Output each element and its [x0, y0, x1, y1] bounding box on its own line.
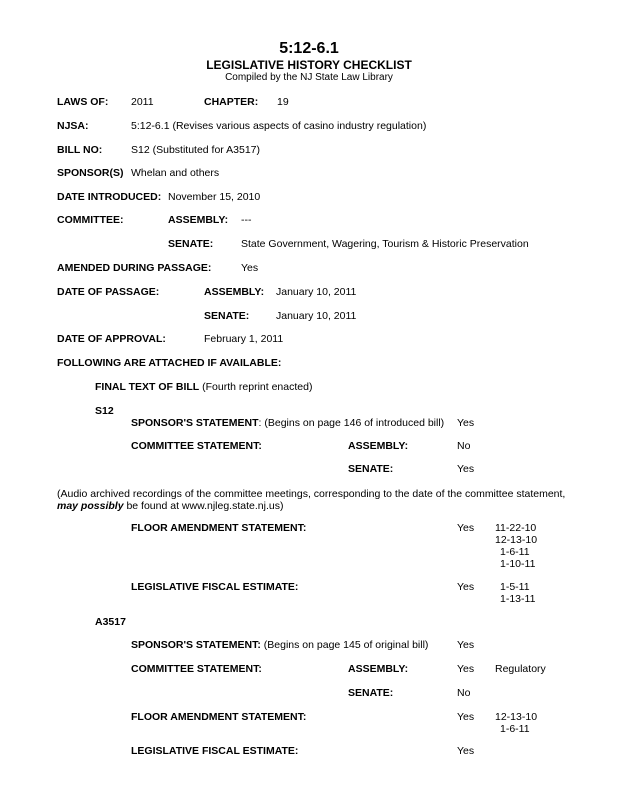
s12-sponsor-statement-row: [131, 417, 444, 429]
committee-assembly-label: ASSEMBLY:: [168, 214, 229, 226]
final-text-label: FINAL TEXT OF BILL: [95, 381, 200, 393]
committee-assembly-value: ---: [241, 214, 252, 226]
amended-value: Yes: [241, 262, 259, 274]
laws-of-label: LAWS OF:: [57, 96, 109, 108]
s12-committee-senate-value: Yes: [457, 463, 475, 475]
committee-label: COMMITTEE:: [57, 214, 124, 226]
final-text-row: [95, 381, 312, 393]
a3517-floor-amendment-label: FLOOR AMENDMENT STATEMENT:: [131, 711, 307, 723]
document-code: 5:12-6.1: [279, 40, 339, 57]
s12-sponsor-statement-value: Yes: [457, 417, 475, 429]
a3517-floor-date: 1-6-11: [500, 723, 530, 735]
a3517-committee-assembly-name: Regulatory: [495, 663, 546, 675]
committee-senate-label: SENATE:: [168, 238, 214, 250]
s12-sponsor-statement-note: : (Begins on page 146 of introduced bill): [258, 417, 445, 429]
a3517-sponsor-statement-label: SPONSOR'S STATEMENT:: [131, 639, 261, 651]
s12-committee-assembly-label: ASSEMBLY:: [348, 440, 409, 452]
s12-fiscal-estimate-label: LEGISLATIVE FISCAL ESTIMATE:: [131, 581, 299, 593]
compiled-by: Compiled by the NJ State Law Library: [225, 72, 393, 83]
a3517-sponsor-statement-value: Yes: [457, 639, 475, 651]
s12-floor-amendment-label: FLOOR AMENDMENT STATEMENT:: [131, 522, 307, 534]
s12-floor-date: 1-6-11: [500, 546, 530, 558]
attached-heading: FOLLOWING ARE ATTACHED IF AVAILABLE:: [57, 357, 282, 369]
document-title: LEGISLATIVE HISTORY CHECKLIST: [206, 58, 412, 72]
s12-sponsor-statement-label: SPONSOR'S STATEMENT: [131, 417, 259, 429]
a3517-fiscal-estimate-value: Yes: [457, 745, 475, 757]
chapter-value: 19: [277, 96, 289, 108]
a3517-floor-amendment-value: Yes: [457, 711, 475, 723]
njsa-label: NJSA:: [57, 120, 89, 132]
s12-fiscal-estimate-value: Yes: [457, 581, 475, 593]
s12-fiscal-date: 1-13-11: [500, 593, 536, 605]
audio-note-text-2: be found at www.njleg.state.nj.us): [123, 500, 284, 512]
s12-committee-statement-label: COMMITTEE STATEMENT:: [131, 440, 262, 452]
s12-floor-amendment-value: Yes: [457, 522, 475, 534]
date-introduced-value: November 15, 2010: [168, 191, 261, 203]
s12-floor-date: 12-13-10: [495, 534, 538, 546]
audio-archive-note: [57, 488, 577, 512]
audio-note-emphasis: may possibly: [57, 500, 124, 512]
a3517-label: A3517: [95, 616, 126, 628]
chapter-label: CHAPTER:: [204, 96, 259, 108]
s12-floor-date: 1-10-11: [500, 558, 536, 570]
a3517-committee-assembly-label: ASSEMBLY:: [348, 663, 409, 675]
a3517-committee-statement-label: COMMITTEE STATEMENT:: [131, 663, 262, 675]
sponsors-value: Whelan and others: [131, 167, 220, 179]
passage-senate-value: January 10, 2011: [276, 310, 357, 322]
committee-senate-value: State Government, Wagering, Tourism & Historic Preservation: [241, 238, 529, 250]
a3517-committee-assembly-value: Yes: [457, 663, 475, 675]
njsa-value: 5:12-6.1 (Revises various aspects of casino industry regulation): [131, 120, 427, 132]
s12-committee-senate-label: SENATE:: [348, 463, 394, 475]
s12-label: S12: [95, 405, 114, 417]
date-of-passage-label: DATE OF PASSAGE:: [57, 286, 160, 298]
date-introduced-label: DATE INTRODUCED:: [57, 191, 162, 203]
date-of-approval-value: February 1, 2011: [204, 333, 284, 345]
s12-fiscal-date: 1-5-11: [500, 581, 530, 593]
passage-assembly-value: January 10, 2011: [276, 286, 357, 298]
audio-note-text-1: (Audio archived recordings of the committee meetings, corresponding to the date of the committee statement,: [57, 488, 566, 500]
a3517-sponsor-statement-row: [131, 639, 428, 651]
a3517-fiscal-estimate-label: LEGISLATIVE FISCAL ESTIMATE:: [131, 745, 299, 757]
a3517-committee-senate-value: No: [457, 687, 471, 699]
passage-assembly-label: ASSEMBLY:: [204, 286, 265, 298]
bill-no-label: BILL NO:: [57, 144, 103, 156]
s12-floor-date: 11-22-10: [495, 522, 537, 534]
laws-of-value: 2011: [131, 96, 154, 108]
a3517-sponsor-statement-note: (Begins on page 145 of original bill): [260, 639, 429, 651]
s12-committee-assembly-value: No: [457, 440, 471, 452]
bill-no-value: S12 (Substituted for A3517): [131, 144, 260, 156]
amended-label: AMENDED DURING PASSAGE:: [57, 262, 212, 274]
a3517-floor-date: 12-13-10: [495, 711, 538, 723]
final-text-note: (Fourth reprint enacted): [199, 381, 313, 393]
a3517-committee-senate-label: SENATE:: [348, 687, 394, 699]
date-of-approval-label: DATE OF APPROVAL:: [57, 333, 166, 345]
sponsors-label: SPONSOR(S): [57, 167, 124, 179]
passage-senate-label: SENATE:: [204, 310, 250, 322]
